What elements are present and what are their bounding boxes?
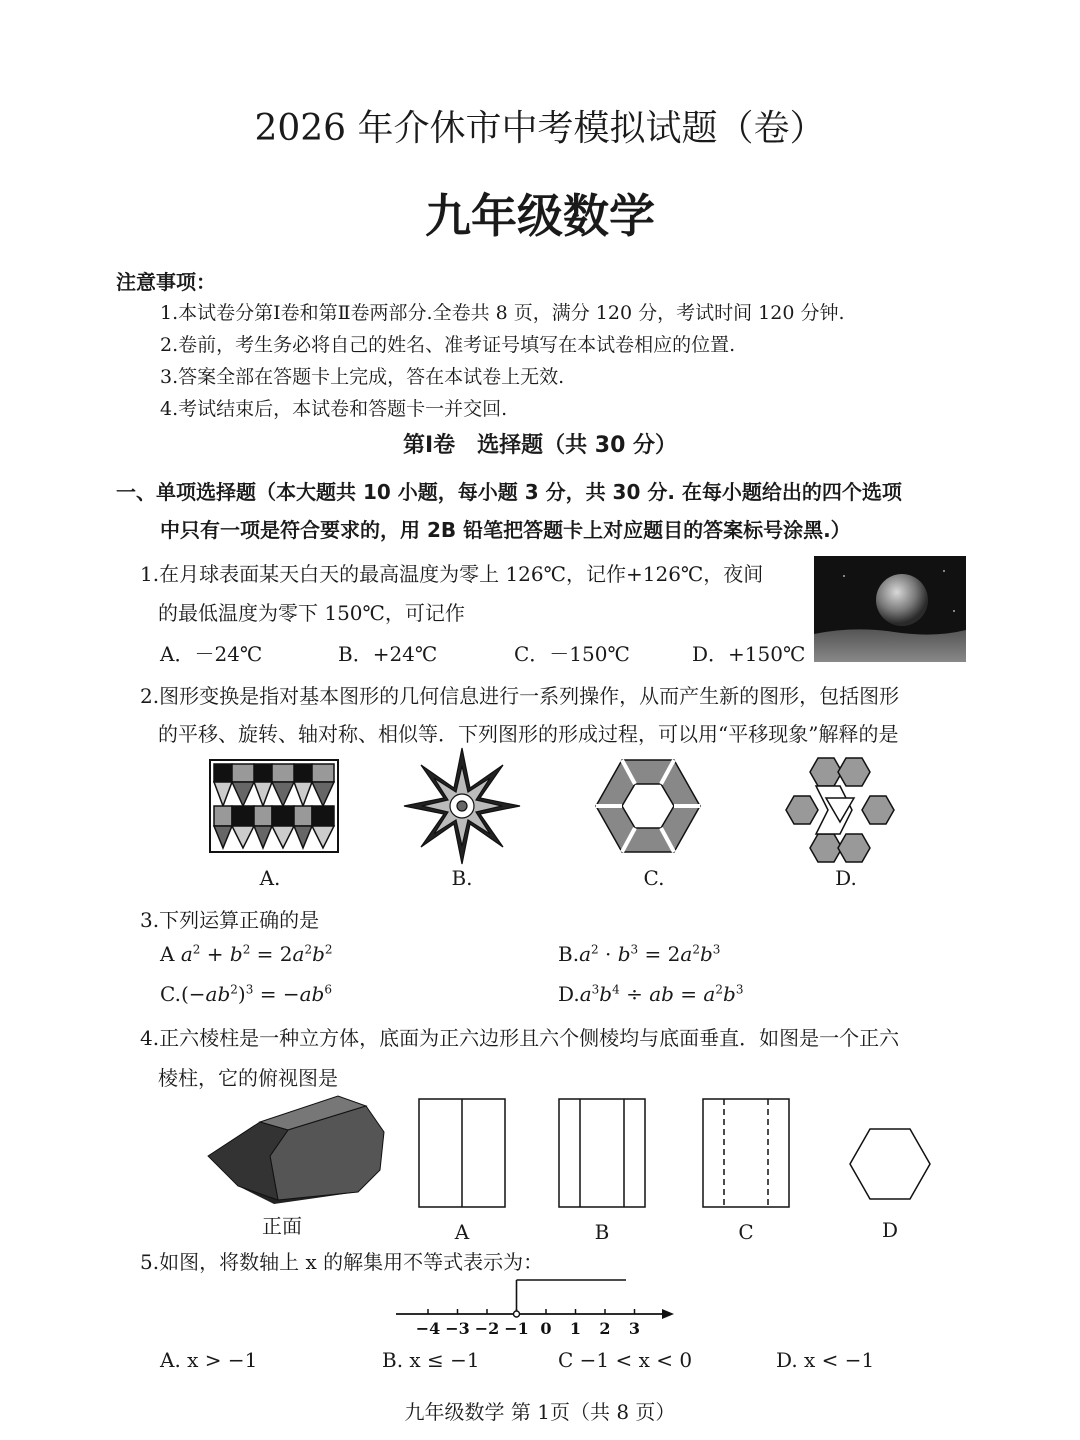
q2-figure-a-translation-pattern — [210, 760, 338, 852]
q4-label-b: B — [594, 1220, 610, 1244]
number-line-tick-label: −2 — [474, 1319, 500, 1338]
q5-stem: 5.如图，将数轴上 x 的解集用不等式表示为： — [140, 1250, 544, 1274]
q2-stem-line2: 的平移、旋转、轴对称、相似等．下列图形的形成过程，可以用“平移现象”解释的是 — [158, 722, 899, 746]
moon-photo — [814, 556, 966, 662]
q5-option-a: A. x > −1 — [160, 1348, 258, 1372]
subject-title: 九年级数学 — [425, 189, 655, 243]
number-line-tick-label: −3 — [445, 1319, 470, 1338]
q3-option-d: $D.a^3b^4$ ÷ ab = $a^2b^3$ — [558, 982, 744, 1006]
q2-label-d: D. — [835, 866, 857, 890]
q4-figure-d — [850, 1128, 930, 1200]
number-line-arrow — [662, 1309, 674, 1319]
notice-item: 1.本试卷分第Ⅰ卷和第Ⅱ卷两部分.全卷共 8 页，满分 120 分，考试时间 120 分钟. — [160, 302, 845, 324]
boundary-point — [514, 1311, 520, 1317]
notice-item: 3.答案全部在答题卡上完成，答在本试卷上无效. — [160, 366, 565, 388]
q2-figure-b-flower — [404, 748, 520, 864]
q1-option-a: A．－24℃ — [160, 642, 263, 666]
q4-label-a: A — [454, 1220, 470, 1244]
q5-option-d: D. x < −1 — [776, 1348, 875, 1372]
q2-label-b: B. — [451, 866, 473, 890]
q3-option-b: $B.a^2 \cdot b^3 = 2a^2b^3$ — [558, 942, 721, 966]
q4-figure-a — [418, 1098, 506, 1208]
q4-label-d: D — [881, 1218, 899, 1242]
q5-option-b: B. x ≤ −1 — [382, 1348, 480, 1372]
q2-figure-c-rotation — [594, 756, 702, 856]
q3-option-a-prefix: A — [160, 942, 175, 966]
q2-stem-line1: 2.图形变换是指对基本图形的几何信息进行一系列操作，从而产生新的图形，包括图形 — [140, 684, 900, 708]
q2-label-c: C. — [643, 866, 665, 890]
notice-item: 2.卷前，考生务必将自己的姓名、准考证号填写在本试卷相应的位置. — [160, 334, 736, 356]
q3-option-c: $C.(-ab^2)^3 = -ab^6$ — [160, 982, 332, 1006]
q3-option-d-prefix: D. — [558, 982, 580, 1006]
hexagonal-prism-figure — [208, 1096, 384, 1204]
q3-option-b-prefix: B. — [558, 942, 580, 966]
q4-front-label: 正面 — [262, 1214, 302, 1238]
q5-option-c: C −1 < x < 0 — [558, 1348, 693, 1372]
number-line-tick-label: −4 — [415, 1319, 441, 1338]
q4-figure-c — [702, 1098, 790, 1208]
q3-option-c-prefix: C. — [160, 982, 181, 1006]
number-line-tick-label: 0 — [540, 1319, 552, 1338]
q4-stem-line2: 棱柱，它的俯视图是 — [158, 1066, 338, 1090]
exam-title: 2026 年介休市中考模拟试题（卷） — [254, 108, 826, 149]
q1-option-d: D．+150℃ — [692, 642, 806, 666]
q4-label-c: C — [738, 1220, 754, 1244]
section1-line2: 中只有一项是符合要求的，用 2B 铅笔把答题卡上对应题目的答案标号涂黑.） — [160, 518, 851, 542]
q4-figure-b — [558, 1098, 646, 1208]
q1-option-b: B．+24℃ — [338, 642, 438, 666]
number-line-tick-label: 2 — [599, 1319, 611, 1338]
q4-stem-line1: 4.正六棱柱是一种立方体，底面为正六边形且六个侧棱均与底面垂直．如图是一个正六 — [140, 1026, 900, 1050]
number-line-tick-label: −1 — [504, 1319, 529, 1338]
notice-item: 4.考试结束后，本试卷和答题卡一并交回. — [160, 398, 508, 420]
q3-stem: 3.下列运算正确的是 — [140, 908, 320, 932]
section1-line1: 一、单项选择题（本大题共 10 小题，每小题 3 分，共 30 分. 在每小题给出的四个选项 — [116, 480, 902, 504]
number-line-tick-label: 1 — [569, 1319, 582, 1338]
q3-option-a: A $a^2 + b^2 = 2a^2b^2$ — [160, 942, 333, 966]
q5-number-line — [390, 1270, 680, 1350]
notice-heading: 注意事项： — [116, 270, 216, 294]
part1-title: 第Ⅰ卷 选择题（共 30 分） — [402, 433, 678, 458]
number-line-tick-label: 3 — [628, 1319, 641, 1338]
page-footer: 九年级数学 第 1页（共 8 页） — [404, 1400, 676, 1424]
q2-figure-d-hexagons — [786, 758, 894, 862]
q1-stem-line1: 1.在月球表面某天白天的最高温度为零上 126℃，记作+126℃，夜间 — [140, 562, 764, 586]
q2-label-a: A. — [259, 866, 281, 890]
q1-option-c: C．－150℃ — [514, 642, 630, 666]
q1-stem-line2: 的最低温度为零下 150℃，可记作 — [158, 601, 465, 625]
